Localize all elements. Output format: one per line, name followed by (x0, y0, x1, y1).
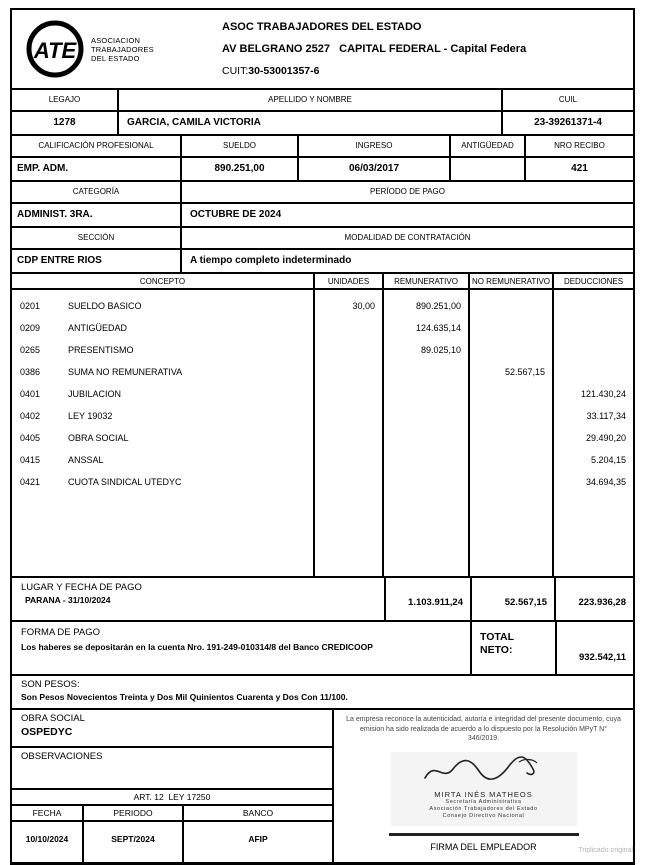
company-name: ASOC TRABAJADORES DEL ESTADO (222, 21, 422, 33)
concept-row: 0415 ANSSAL (20, 455, 104, 465)
concepto-col-header: CONCEPTO (139, 277, 186, 286)
concept-row: 0405 OBRA SOCIAL (20, 433, 129, 443)
no-remunerativo-col-header: NO REMUNERATIVO (468, 274, 552, 288)
ate-logo-icon (26, 20, 84, 78)
cuil-value: 23-39261371-4 (501, 112, 633, 134)
total-neto-label: TOTAL NETO: (470, 622, 555, 674)
modalidad-value: A tiempo completo indeterminado (180, 250, 633, 272)
concept-row: 0265 PRESENTISMO (20, 345, 134, 355)
row-labels-seccion (12, 228, 633, 250)
total-neto-value: 932.542,11 (555, 622, 633, 674)
fecha-label: FECHA (32, 808, 62, 818)
no-remunerativo-cell (470, 449, 552, 471)
firma-empleador-label: FIRMA DEL EMPLEADOR (430, 841, 537, 852)
company-block (222, 16, 526, 82)
no-remunerativo-cell (470, 405, 552, 427)
categoria-value: ADMINIST. 3RA. (17, 209, 93, 220)
seccion-value: CDP ENTRE RIOS (17, 255, 102, 266)
unidades-cell: 30,00 (352, 301, 375, 311)
son-pesos-text: Son Pesos Novecientos Treinta y Dos Mil Quinientos Cuarenta y Dos Con 11/100. (21, 692, 348, 702)
unidades-cell (315, 471, 382, 493)
concept-row: 0401 JUBILACION (20, 389, 122, 399)
deducciones-cell: 34.694,35 (585, 477, 626, 487)
obra-social-box (12, 710, 332, 748)
deducciones-cell (554, 361, 633, 383)
row-labels-calificacion (12, 136, 633, 158)
deducciones-cell: 121.430,24 (580, 389, 626, 399)
unidades-cell (315, 427, 382, 449)
periodo-pago-value: OCTUBRE DE 2024 (180, 204, 633, 226)
fecha-periodo-banco-values (12, 822, 332, 862)
nro-recibo-label: NRO RECIBO (524, 136, 633, 156)
no-remunerativo-cell: 52.567,15 (504, 367, 545, 377)
deducciones-cell (554, 295, 633, 317)
concept-row: 0402 LEY 19032 (20, 411, 113, 421)
remunerativo-col-header: REMUNERATIVO (382, 274, 468, 288)
sueldo-label: SUELDO (180, 136, 297, 156)
no-remunerativo-cell (470, 427, 552, 449)
row-values-calificacion (12, 158, 633, 182)
no-remunerativo-cell (470, 471, 552, 493)
concept-row: 0421 CUOTA SINDICAL UTEDYC (20, 477, 182, 487)
no-remunerativo-cell (470, 383, 552, 405)
lugar-fecha-value: PARANA - 31/10/2024 (25, 595, 111, 605)
signer-role: Secretaría Administrativa (445, 798, 522, 805)
authenticity-disclaimer: La empresa reconoce la autenticidad, autoría e integridad del presente documento, cuya emision ha sido realizada de acuerdo a lo dispuesto por la Resolución MPyT N° 346/2019. (346, 716, 621, 742)
ingreso-value: 06/03/2017 (297, 158, 449, 180)
signature-icon (419, 756, 549, 784)
signer-role: Consejo Directivo Nacional (442, 812, 525, 819)
periodo-value: SEPT/2024 (82, 822, 182, 862)
remunerativo-cell (384, 361, 468, 383)
son-pesos-row (12, 676, 633, 710)
remunerativo-cell (384, 427, 468, 449)
categoria-label: CATEGORÍA (72, 187, 120, 196)
periodo-label: PERIODO (82, 806, 182, 820)
remunerativo-cell (384, 405, 468, 427)
concept-row: 0209 ANTIGÜEDAD (20, 323, 128, 333)
unidades-col-header: UNIDADES (313, 274, 382, 288)
calificacion-label: CALIFICACIÓN PROFESIONAL (38, 141, 154, 150)
signature-rule (389, 833, 579, 836)
cuit-value: 30-53001357-6 (248, 65, 320, 77)
signer-name: MIRTA INÉS MATHEOS (434, 789, 533, 799)
row-labels-legajo (12, 90, 633, 112)
row-labels-categoria (12, 182, 633, 204)
company-cuit (222, 60, 526, 82)
unidades-cell (315, 405, 382, 427)
row-values-seccion (12, 250, 633, 274)
fecha-value: 10/10/2024 (25, 834, 69, 844)
signer-role: Asociación Trabajadores del Estado (429, 805, 538, 812)
company-address: AV BELGRANO 2527 CAPITAL FEDERAL - Capital Federa (222, 43, 527, 55)
banco-value: AFIP (182, 822, 332, 862)
antiguedad-label: ANTIGÜEDAD (449, 136, 524, 156)
nombre-value: GARCIA, CAMILA VICTORIA (117, 112, 501, 134)
unidades-cell (315, 449, 382, 471)
remunerativo-cell (384, 383, 468, 405)
bottom-section (12, 710, 633, 862)
concepts-header-row (12, 274, 633, 290)
deducciones-cell: 5.204,15 (590, 455, 626, 465)
forma-pago-detail: Los haberes se depositarán en la cuenta Nro. 191-249-010314/8 del Banco CREDICOOP (21, 642, 373, 652)
deducciones-cell (554, 317, 633, 339)
fecha-periodo-banco-header (12, 806, 332, 822)
deducciones-cell: 33.117,34 (586, 411, 626, 421)
antiguedad-value (449, 158, 524, 180)
svg-text:ATE: ATE (33, 38, 77, 63)
remunerativo-cell: 89.025,10 (420, 345, 461, 355)
unidades-cell (315, 383, 382, 405)
seccion-label: SECCIÓN (77, 233, 115, 242)
lugar-fecha-label: LUGAR Y FECHA DE PAGO (21, 582, 142, 593)
deducciones-col-header: DEDUCCIONES (552, 274, 633, 288)
bottom-right-column (334, 710, 633, 862)
modalidad-label: MODALIDAD DE CONTRATACIÓN (180, 228, 633, 248)
total-remunerativo: 1.103.911,24 (384, 578, 470, 620)
lugar-fecha-cell (12, 578, 384, 620)
unidades-cell (315, 361, 382, 383)
obra-social-value: OSPEDYC (21, 726, 73, 738)
payslip-document (10, 8, 635, 865)
signature-stamp (391, 752, 577, 826)
forma-pago-cell (12, 622, 470, 674)
remunerativo-column (382, 290, 468, 576)
sueldo-value: 890.251,00 (180, 158, 297, 180)
lugar-fecha-row (12, 578, 633, 622)
deducciones-cell: 29.490,20 (585, 433, 626, 443)
concepts-body (12, 290, 633, 578)
page-copy-note: Triplicado original (578, 847, 633, 854)
remunerativo-cell (384, 449, 468, 471)
document-header (12, 10, 633, 90)
no-remunerativo-cell (470, 339, 552, 361)
observaciones-label: OBSERVACIONES (21, 751, 103, 762)
unidades-cell (315, 339, 382, 361)
ingreso-label: INGRESO (297, 136, 449, 156)
no-remunerativo-cell (470, 295, 552, 317)
legajo-label: LEGAJO (48, 95, 81, 104)
cuit-label: CUIT: (222, 65, 249, 77)
org-line: DEL ESTADO (91, 53, 140, 63)
legajo-value: 1278 (53, 117, 76, 128)
banco-label: BANCO (182, 806, 332, 820)
ate-logo-block (26, 20, 222, 78)
row-values-legajo (12, 112, 633, 136)
org-name-lines (91, 36, 154, 63)
row-values-categoria (12, 204, 633, 228)
org-line: ASOCIACION (91, 35, 141, 45)
forma-pago-label: FORMA DE PAGO (21, 627, 101, 638)
remunerativo-cell: 890.251,00 (415, 301, 461, 311)
nombre-label: APELLIDO Y NOMBRE (117, 90, 501, 110)
deducciones-cell (554, 339, 633, 361)
unidades-cell (315, 317, 382, 339)
no-remunerativo-cell (470, 317, 552, 339)
bottom-left-column (12, 710, 334, 862)
art-ley-label: ART. 12 LEY 17250 (12, 790, 332, 806)
nro-recibo-value: 421 (524, 158, 633, 180)
observaciones-box (12, 748, 332, 790)
unidades-column (313, 290, 382, 576)
concepto-column (12, 290, 313, 576)
calificacion-value: EMP. ADM. (17, 163, 69, 174)
deducciones-column (552, 290, 633, 576)
no-remunerativo-column (468, 290, 552, 576)
concept-row: 0201 SUELDO BASICO (20, 301, 142, 311)
total-no-remunerativo: 52.567,15 (470, 578, 554, 620)
remunerativo-cell (384, 471, 468, 493)
org-line: TRABAJADORES (91, 44, 154, 54)
concept-row: 0386 SUMA NO REMUNERATIVA (20, 367, 183, 377)
periodo-pago-label: PERÍODO DE PAGO (180, 182, 633, 202)
son-pesos-label: SON PESOS: (21, 679, 80, 690)
obra-social-label: OBRA SOCIAL (21, 713, 85, 724)
total-deducciones: 223.936,28 (554, 578, 633, 620)
forma-pago-row (12, 622, 633, 676)
remunerativo-cell: 124.635,14 (415, 323, 461, 333)
cuil-label: CUIL (501, 90, 633, 110)
